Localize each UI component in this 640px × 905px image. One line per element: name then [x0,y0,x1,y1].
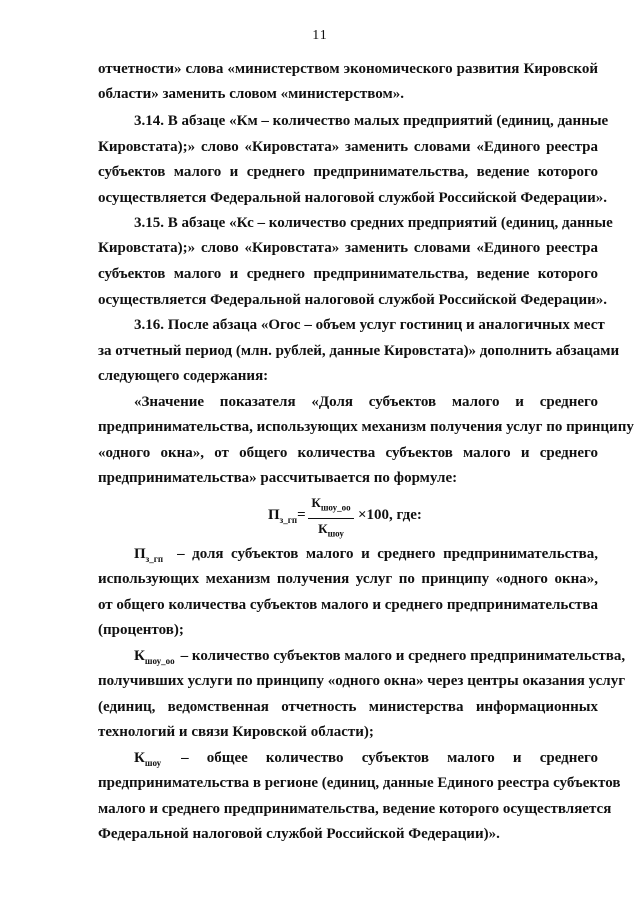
formula [268,495,468,539]
text-line: субъектов малого и среднего предпринимательства, ведение которого [98,266,598,282]
text-line: Федеральной налоговой службой Российской Федерации)». [98,826,500,842]
text-line: субъектов малого и среднего предпринимательства, ведение которого [98,164,598,180]
formula-numerator: $К_{шоу\_оо}$ [311,495,351,513]
text-line: Кировстата);» слово «Кировстата» заменить словами «Единого реестра [98,139,598,155]
text-line: от общего количества субъектов малого и среднего предпринимательства [98,597,598,613]
text-line: Кировстата);» слово «Кировстата» заменить словами «Единого реестра [98,240,598,256]
text-line: предпринимательства» рассчитывается по формуле: [98,470,458,486]
formula-lhs: $П_{з\_гп}=$ [268,507,306,525]
text-line: следующего содержания: [98,368,269,384]
text-line: (процентов); [98,622,184,638]
page-number: 11 [312,28,328,43]
text-line: предпринимательства в регионе (единиц, данные Единого реестра субъектов [98,775,621,791]
definition-line [134,545,598,568]
text-line: «одного окна», от общего количества субъектов малого и среднего [98,445,598,461]
definition-line [134,749,598,772]
text-line: области» заменить словом «министерством». [98,86,404,102]
text-line: получивших услуги по принципу «одного окна» через центры оказания услуг [98,673,626,689]
text-line: отчетности» слова «министерством экономического развития Кировской [98,61,598,77]
text-line: предпринимательства, использующих механизм получения услуг по принципу [98,419,634,435]
symbol-k-shou: $К_{шоу}$ [134,750,162,768]
text-line: – доля субъектов малого и среднего предпринимательства, [177,546,598,562]
text-line: 3.14. В абзаце «Км – количество малых предприятий (единиц, данные [134,113,609,129]
text-line: 3.16. После абзаца «Огос – объем услуг гостиниц и аналогичных мест [134,317,605,333]
text-line: малого и среднего предпринимательства, ведение которого осуществляется [98,801,612,817]
text-line: 3.15. В абзаце «Кс – количество средних предприятий (единиц, данные [134,215,613,231]
text-line: – количество субъектов малого и среднего предпринимательства, [180,648,626,664]
text-line: осуществляется Федеральной налоговой службой Российской Федерации». [98,190,607,206]
symbol-k-shou-oo: $К_{шоу\_оо}$ [134,648,175,666]
text-line: осуществляется Федеральной налоговой службой Российской Федерации». [98,292,607,308]
text-line: «Значение показателя «Доля субъектов малого и среднего [134,394,598,410]
symbol-p: $П_{з\_гп}$ [134,546,164,564]
text-line: технологий и связи Кировской области); [98,724,374,740]
formula-rhs: ×100, где: [358,507,422,523]
text-line: – общее количество субъектов малого и среднего [181,750,598,766]
text-line: (единиц, ведомственная отчетность министерства информационных [98,699,598,715]
definition-line [134,647,626,670]
fraction-bar [308,518,354,519]
formula-fraction [308,495,354,541]
text-line: использующих механизм получения услуг по принципу «одного окна», [98,571,598,587]
formula-denominator: $К_{шоу}$ [318,520,344,539]
text-line: за отчетный период (млн. рублей, данные Кировстата)» дополнить абзацами [98,343,620,359]
